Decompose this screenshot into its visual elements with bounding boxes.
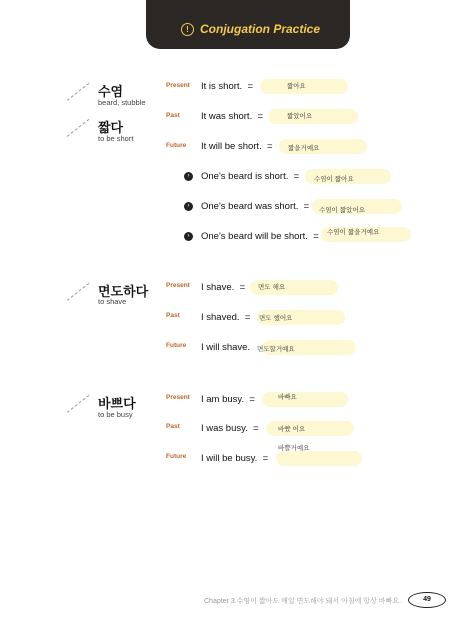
vocab-gloss: beard, stubble: [98, 98, 146, 107]
tense-label-past: Past: [166, 312, 180, 319]
handwritten-answer: 면도 했어요: [259, 314, 293, 322]
handwritten-answer: 짧았어요: [287, 112, 313, 120]
vocab-word: 면도하다: [98, 284, 149, 299]
practice-sentence: One's beard will be short. =: [201, 231, 319, 242]
chapter-footer-text: Chapter 3.수염이 짧아도 매일 면도해야 돼서 아침에 항상 바빠요.: [204, 598, 402, 605]
practice-sentence: One's beard is short. =: [201, 171, 300, 182]
decorative-slash: [67, 83, 90, 101]
tense-label-future: Future: [166, 342, 187, 349]
answer-highlight: [262, 392, 348, 407]
tense-label-future: Future: [166, 142, 187, 149]
tense-label-present: Present: [166, 282, 190, 289]
tense-label-future: Future: [166, 453, 187, 460]
practice-sentence: It will be short. =: [201, 141, 273, 152]
practice-sentence: It is short. =: [201, 81, 254, 92]
handwritten-answer: 면도 해요: [258, 283, 286, 291]
chevron-right-icon: ›: [184, 232, 193, 241]
practice-sentence: I am busy. =: [201, 394, 255, 405]
chevron-right-icon: ›: [184, 202, 193, 211]
practice-sentence: I will shave.: [201, 342, 251, 353]
tense-label-past: Past: [166, 112, 180, 119]
vocab-word: 수염: [98, 84, 124, 99]
handwritten-answer: 바빠요: [278, 393, 297, 401]
exclamation-icon: !: [181, 23, 194, 36]
vocab-word: 바쁘다: [98, 396, 136, 411]
handwritten-answer: 바빴 어요: [278, 425, 306, 433]
practice-sentence: One's beard was short. =: [201, 201, 310, 212]
handwritten-answer: 짧을거예요: [288, 144, 320, 152]
decorative-slash: [67, 119, 90, 137]
practice-sentence: I shaved. =: [201, 312, 251, 323]
practice-sentence: I shave. =: [201, 282, 246, 293]
vocab-gloss: to be busy: [98, 410, 133, 419]
decorative-slash: [67, 283, 90, 301]
decorative-slash: [67, 395, 90, 413]
chevron-right-icon: ›: [184, 172, 193, 181]
tense-label-present: Present: [166, 82, 190, 89]
practice-sentence: I will be busy. =: [201, 453, 269, 464]
practice-sentence: It was short. =: [201, 111, 264, 122]
handwritten-answer: 면도할거예요: [257, 345, 295, 353]
page-number: 49: [408, 592, 446, 608]
vocab-word: 짧다: [98, 120, 124, 135]
handwritten-answer: 바쁠거예요: [278, 444, 310, 452]
handwritten-answer: 수염이 짧을거예요: [327, 228, 380, 236]
vocab-gloss: to shave: [98, 297, 127, 306]
handwritten-answer: 수염이 짧아요: [314, 175, 354, 183]
answer-highlight: [276, 451, 362, 466]
tense-label-present: Present: [166, 394, 190, 401]
handwritten-answer: 수염이 짧았어요: [319, 206, 366, 214]
handwritten-answer: 짧아요: [287, 82, 306, 90]
section-title: Conjugation Practice: [200, 22, 321, 36]
practice-sentence: I was busy. =: [201, 423, 259, 434]
vocab-gloss: to be short: [98, 134, 134, 143]
answer-highlight: [268, 109, 358, 124]
tense-label-past: Past: [166, 423, 180, 430]
